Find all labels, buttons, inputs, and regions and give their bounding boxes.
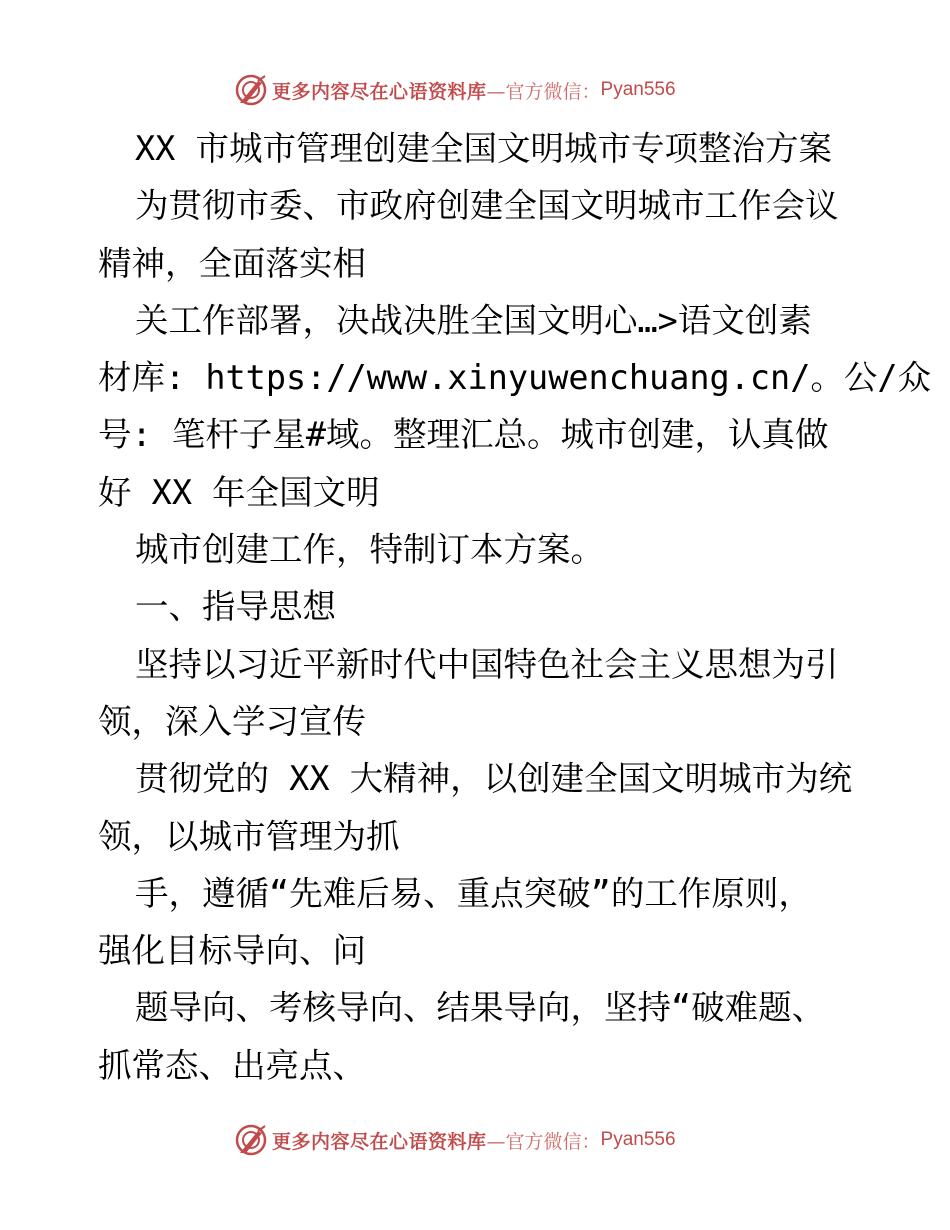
text-line: 号: 笔杆子星#域。整理汇总。城市创建，认真做 [98, 415, 829, 455]
text-line: 手，遵循“先难后易、重点突破”的工作原则， [135, 873, 812, 913]
quill-logo-icon [234, 73, 268, 107]
text-line: 城市创建工作，特制订本方案。 [135, 530, 604, 570]
text-line: 强化目标导向、问 [98, 931, 366, 971]
text-line: 题导向、考核导向、结果导向，坚持“破难题、 [135, 988, 826, 1028]
text-line: 关工作部署，决战决胜全国文明心…>语文创素 [135, 300, 812, 340]
footer-watermark [234, 1120, 754, 1160]
text-line: 贯彻党的 XX 大精神，以创建全国文明城市为统 [135, 759, 853, 799]
text-line: 为贯彻市委、市政府创建全国文明城市工作会议 [135, 186, 839, 226]
text-line: 精神，全面落实相 [98, 243, 366, 283]
watermark-main-text: 更多内容尽在心语资料库 [272, 80, 487, 103]
text-line: 坚持以习近平新时代中国特色社会主义思想为引 [135, 644, 839, 684]
text-line: 材库: https://www.xinyuwenchuang.cn/。公/众 [98, 358, 932, 398]
header-watermark [234, 70, 754, 110]
text-line: 领，深入学习宣传 [98, 701, 366, 741]
watermark-main-text: 更多内容尽在心语资料库 [272, 1130, 487, 1153]
document-body [98, 120, 932, 1094]
watermark-wechat-id: Pyan556 [600, 1129, 676, 1150]
text-line: 一、指导思想 [135, 587, 336, 627]
text-line: 抓常态、出亮点、 [98, 1045, 366, 1085]
quill-logo-icon [234, 1123, 268, 1157]
watermark-sub-text: —官方微信： [486, 80, 601, 103]
watermark-sub-text: —官方微信： [486, 1130, 601, 1153]
text-line: 好 XX 年全国文明 [98, 472, 380, 512]
text-line: 领，以城市管理为抓 [98, 816, 400, 856]
watermark-wechat-id: Pyan556 [600, 79, 676, 100]
text-line: XX 市城市管理创建全国文明城市专项整治方案 [135, 129, 833, 168]
